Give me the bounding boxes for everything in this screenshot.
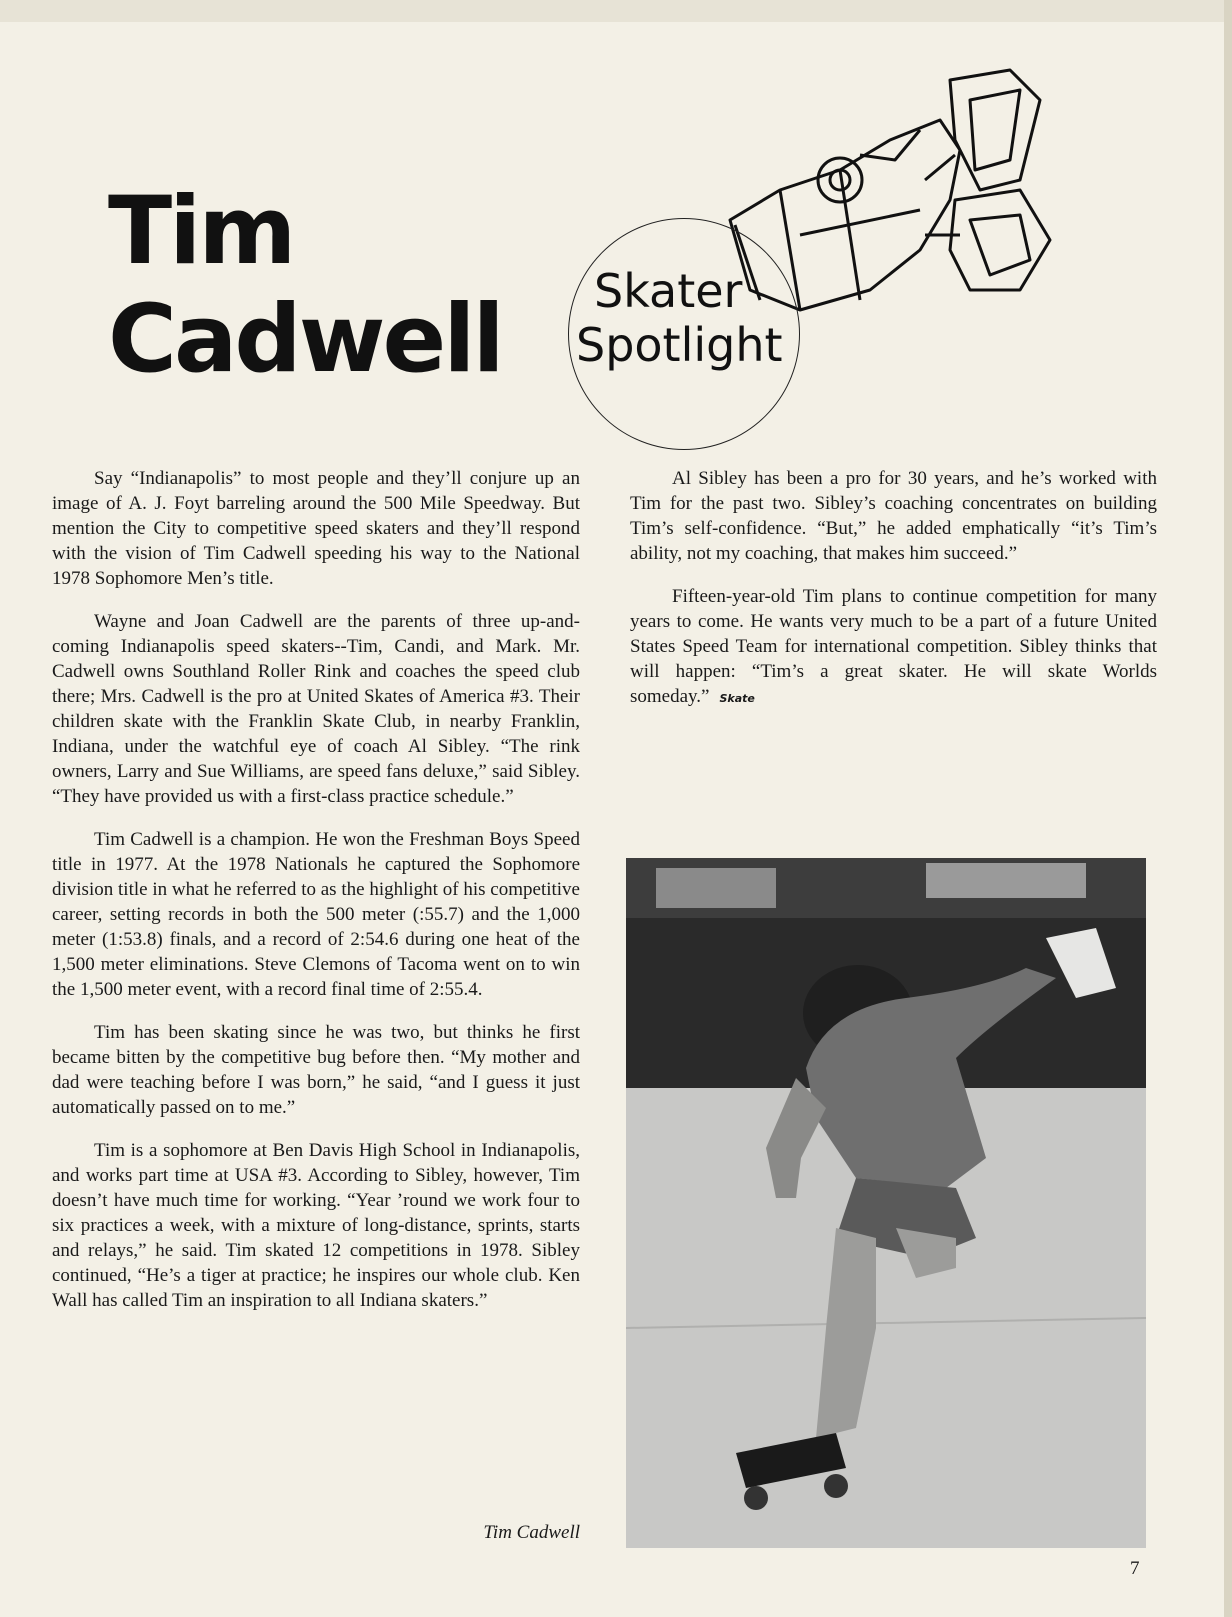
page-right-edge bbox=[1224, 0, 1232, 1617]
article-paragraph-final bbox=[630, 584, 1157, 711]
article-paragraph: Tim has been skating since he was two, but thinks he first became bitten by the competitive bug before then. “My mother and dad were teaching before I was born,” he said, “and I guess it just automatically passed on to me.” bbox=[52, 1022, 580, 1118]
page-top-edge bbox=[0, 0, 1232, 22]
spotlight-badge-label bbox=[576, 264, 783, 372]
skater-photo-image bbox=[626, 858, 1146, 1548]
photo-caption: Tim Cadwell bbox=[483, 1522, 580, 1543]
article-right-column bbox=[630, 466, 1157, 729]
headline-line-1: Tim bbox=[108, 177, 294, 286]
skater-photo bbox=[626, 858, 1146, 1548]
article-left-column bbox=[52, 466, 580, 1331]
article-paragraph-text: Fifteen-year-old Tim plans to continue competition for many years to come. He wants very much to be a part of a future United States Speed Team for international competition. Sibley thinks that will happen: “Tim’s a great skater. He will skate Worlds someday.” bbox=[630, 586, 1157, 707]
article-paragraph: Say “Indianapolis” to most people and they’ll conjure up an image of A. J. Foyt barreling around the 500 Mile Speedway. But mention the City to competitive speed skaters and they’ll respond with the vision of Tim Cadwell speeding his way to the National 1978 Sophomore Men’s title. bbox=[52, 468, 580, 589]
magazine-end-signature: Skate bbox=[719, 692, 755, 705]
badge-line-1: Skater bbox=[594, 264, 743, 318]
badge-line-2: Spotlight bbox=[576, 318, 783, 372]
article-paragraph: Tim is a sophomore at Ben Davis High School in Indianapolis, and works part time at USA #3. According to Sibley, however, Tim doesn’t have much time for working. “Year ’round we work four to six practices a week, with a mixture of long-distance, sprints, starts and relays,” he said. Tim skated 12 competitions in 1978. Sibley continued, “He’s a tiger at practice; he inspires our whole club. Ken Wall has called Tim an inspiration to all Indiana skaters.” bbox=[52, 1140, 580, 1311]
article-headline bbox=[108, 178, 502, 394]
article-paragraph: Tim Cadwell is a champion. He won the Freshman Boys Speed title in 1977. At the 1978 Nationals he captured the Sophomore division title in what he referred to as the highlight of his competitive career, setting records in both the 500 meter (:55.7) and the 1,000 meter (1:53.8) finals, and a record of 2:54.6 during one heat of the 1,500 meter eliminations. Steve Clemons of Tacoma went on to win the 1,500 meter event, with a record final time of 2:55.4. bbox=[52, 829, 580, 1000]
article-paragraph: Al Sibley has been a pro for 30 years, and he’s worked with Tim for the past two. Sibley’s coaching concentrates on building Tim’s self-confidence. “But,” he added emphatically “it’s Tim’s ability, not my coaching, that makes him succeed.” bbox=[630, 468, 1157, 564]
headline-line-2: Cadwell bbox=[108, 285, 502, 394]
page-number: 7 bbox=[1130, 1558, 1140, 1579]
article-paragraph: Wayne and Joan Cadwell are the parents of three up-and-coming Indianapolis speed skaters--Tim, Candi, and Mark. Mr. Cadwell owns Southland Roller Rink and coaches the speed club there; Mrs. Cadwell is the pro at United Skates of America #3. Their children skate with the Franklin Skate Club, in nearby Franklin, Indiana, under the watchful eye of coach Al Sibley. “The rink owners, Larry and Sue Williams, are speed fans deluxe,” said Sibley. “They have provided us with a first-class practice schedule.” bbox=[52, 611, 580, 807]
